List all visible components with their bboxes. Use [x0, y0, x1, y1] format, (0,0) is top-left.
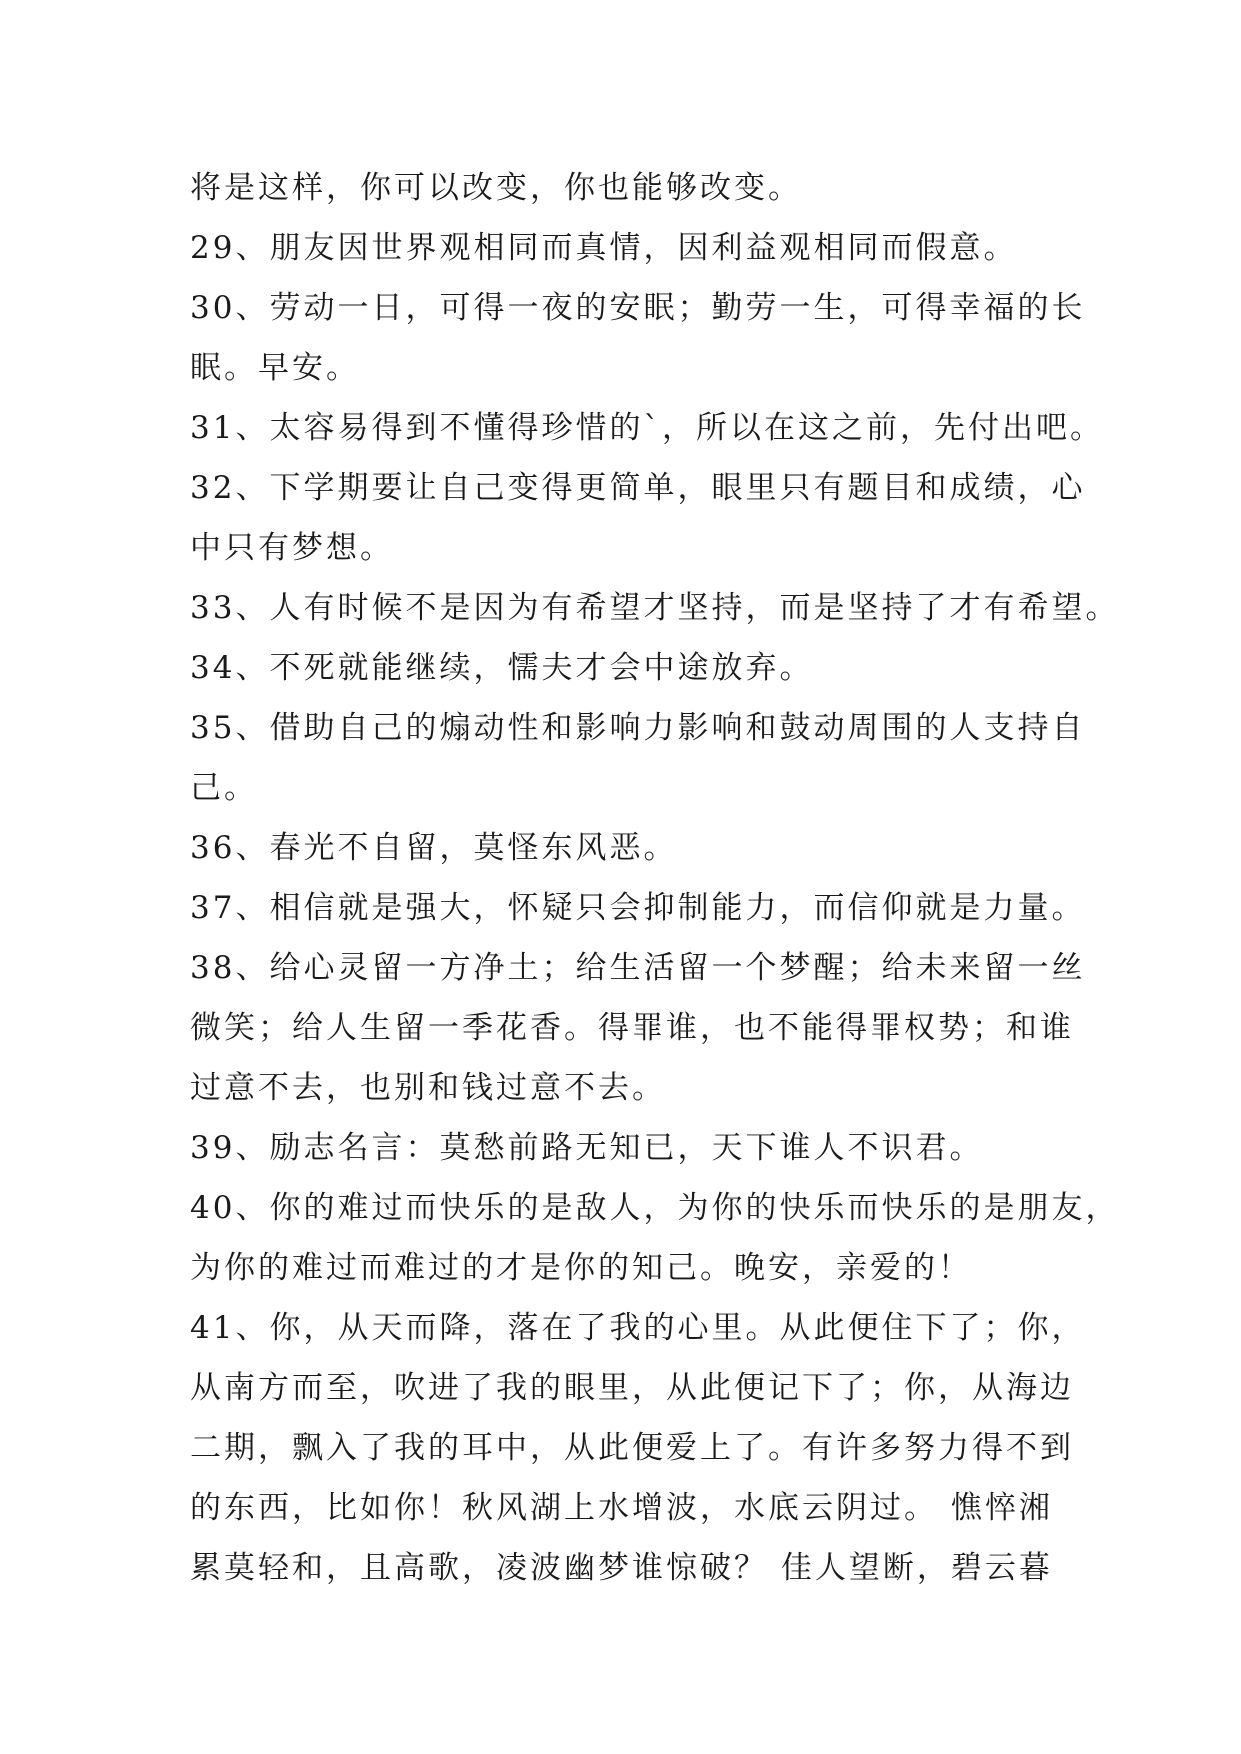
text-line: 29、朋友因世界观相同而真情，因利益观相同而假意。 [190, 230, 1018, 266]
text-line: 累莫轻和，且高歌，凌波幽梦谁惊破？ 佳人望断，碧云暮 [190, 1550, 1053, 1586]
text-line: 38、给心灵留一方净土；给生活留一个梦醒；给未来留一丝 [190, 950, 1086, 986]
text-line: 微笑；给人生留一季花香。得罪谁，也不能得罪权势；和谁 [190, 1010, 1074, 1046]
text-line: 为你的难过而难过的才是你的知己。晚安，亲爱的！ [190, 1250, 972, 1286]
text-line: 39、励志名言：莫愁前路无知已，天下谁人不识君。 [190, 1130, 984, 1166]
text-line: 二期，飘入了我的耳中，从此便爱上了。有许多努力得不到 [190, 1430, 1074, 1466]
text-line: 的东西，比如你！秋风湖上水增波，水底云阴过。 憔悴湘 [190, 1490, 1053, 1526]
text-line: 36、春光不自留，莫怪东风恶。 [190, 830, 678, 866]
text-line: 41、你，从天而降，落在了我的心里。从此便住下了；你， [190, 1310, 1086, 1346]
text-line: 中只有梦想。 [190, 530, 394, 566]
text-line: 37、相信就是强大，怀疑只会抑制能力，而信仰就是力量。 [190, 890, 1086, 926]
text-line: 眠。早安。 [190, 350, 360, 386]
text-line: 31、太容易得到不懂得珍惜的`，所以在这之前，先付出吧。 [190, 410, 1104, 446]
text-line: 40、你的难过而快乐的是敌人，为你的快乐而快乐的是朋友， [190, 1190, 1120, 1226]
text-line: 从南方而至，吹进了我的眼里，从此便记下了；你，从海边 [190, 1370, 1074, 1406]
text-line: 将是这样，你可以改变，你也能够改变。 [190, 170, 802, 206]
text-line: 34、不死就能继续，懦夫才会中途放弃。 [190, 650, 814, 686]
document-body [190, 158, 1120, 1598]
text-line: 35、借助自己的煽动性和影响力影响和鼓动周围的人支持自 [190, 710, 1086, 746]
text-line: 32、下学期要让自己变得更简单，眼里只有题目和成绩，心 [190, 470, 1086, 506]
text-line: 33、人有时候不是因为有希望才坚持，而是坚持了才有希望。 [190, 590, 1120, 626]
text-line: 己。 [190, 770, 258, 806]
text-line: 过意不去，也别和钱过意不去。 [190, 1070, 666, 1106]
text-line: 30、劳动一日，可得一夜的安眠；勤劳一生，可得幸福的长 [190, 290, 1086, 326]
